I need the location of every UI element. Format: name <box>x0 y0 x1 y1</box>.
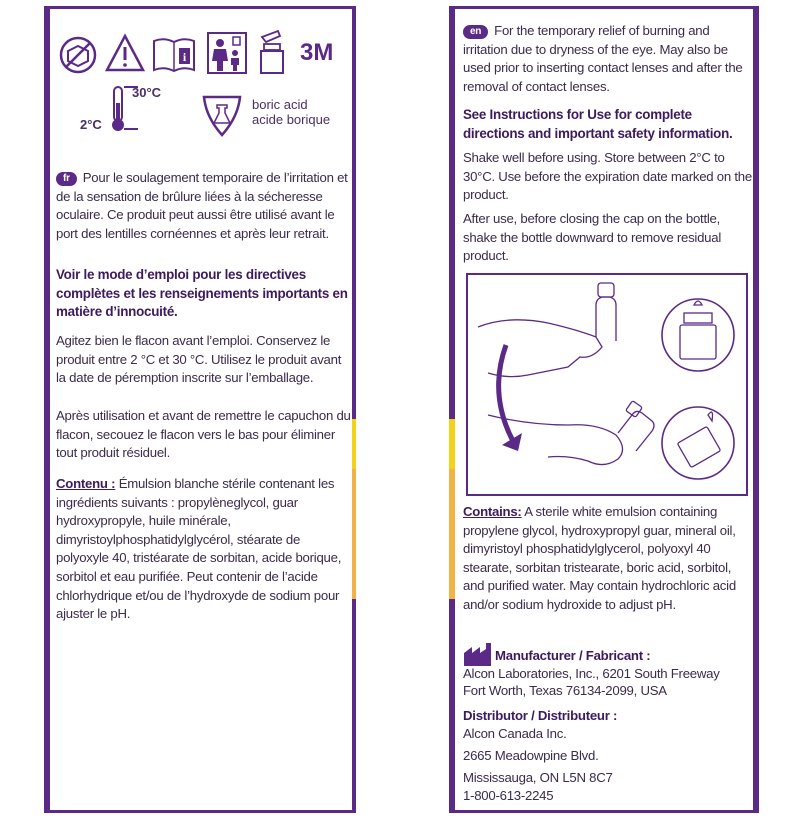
shake-bottle-illustration <box>466 273 748 496</box>
consult-instructions-icon <box>152 37 196 73</box>
english-shake-paragraph: Shake well before using. Store between 2°C to 30°C. Use before the expiration date marked on the product. <box>463 150 752 203</box>
distributor-line-1: Alcon Canada Inc. <box>463 726 567 741</box>
boric-acid-en: boric acid <box>252 97 308 112</box>
distributor-line-3: Mississauga, ON L5N 8C7 <box>463 770 613 785</box>
distributor-line-2: 2665 Meadowpine Blvd. <box>463 748 599 763</box>
bottle-icon <box>256 29 288 75</box>
manufacturer-icon <box>463 643 493 667</box>
boric-acid-fr: acide borique <box>252 112 331 127</box>
english-contains-label: Contains: <box>463 504 522 519</box>
manufacturer-line-2: Fort Worth, Texas 76134-2099, USA <box>463 683 667 698</box>
french-intro-text: Pour le soulagement temporaire de l’irritation et de la sensation de brûlure liées à la sécheresse oculaire. Ce produit peut aussi être utilisé avant le port des lentilles cornéennes et après leur retrait. <box>56 170 348 241</box>
english-contains-paragraph <box>463 503 755 615</box>
french-contents-label: Contenu : <box>56 476 116 491</box>
english-intro-paragraph <box>463 22 753 96</box>
french-intro-paragraph <box>56 169 354 243</box>
temp-high: 30°C <box>132 85 162 100</box>
english-intro-text: For the temporary relief of burning and irritation due to dryness of the eye. May also be used prior to inserting contact lenses and after the removal of contact lenses. <box>463 23 743 94</box>
manufacturer-line-1: Alcon Laboratories, Inc., 6201 South Freeway <box>463 666 720 681</box>
french-shake-paragraph: Agitez bien le flacon avant l’emploi. Conservez le produit entre 2 °C et 30 °C. Utilisez le produit avant la date de péremption inscrite sur l’emballage. <box>56 333 342 386</box>
distributor-phone: 1-800-613-2245 <box>463 788 554 803</box>
orange-stripe <box>449 469 455 599</box>
caution-icon <box>104 33 146 73</box>
french-label-panel <box>44 6 356 813</box>
french-instructions-heading: Voir le mode d’emploi pour les directives complètes et les renseignements importants en matière d’innocuité. <box>56 267 348 320</box>
temp-low: 2°C <box>80 117 102 132</box>
french-contents-text: Émulsion blanche stérile contenant les ingrédients suivants : propylèneglycol, guar hydroxypropyle, huile minérale, dimyristoylphosphatidylglycérol, stéarate de polyoxyle 40, tristéarate de sorbitan, acide borique, sorbitol et eau purifiée. Peut contenir de l’acide chlorhydrique et/ou de l’hydroxyde de sodium pour ajuster le pH. <box>56 476 342 622</box>
manufacturer-label: Manufacturer / Fabricant : <box>495 648 651 663</box>
yellow-stripe <box>449 419 455 469</box>
french-after-use-paragraph: Après utilisation et avant de remettre le capuchon du flacon, secouez le flacon vers le bas pour éliminer tout produit résiduel. <box>56 408 351 461</box>
distributor-label: Distributor / Distributeur : <box>463 708 618 723</box>
do-not-use-if-damaged-icon <box>58 35 98 75</box>
english-label-panel <box>449 6 759 813</box>
english-after-use-paragraph: After use, before closing the cap on the bottle, shake the bottle downward to remove residual product. <box>463 211 722 264</box>
brand-mark: 3M <box>300 39 334 66</box>
french-contents-paragraph <box>56 475 354 624</box>
english-contains-text: A sterile white emulsion containing propylene glycol, hydroxypropyl guar, mineral oil, dimyristoyl phosphatidylglycerol, polyoxyl 40 stearate, sorbitan tristearate, boric acid, sorbitol, and purified water. May contain hydrochloric acid and/or sodium hydroxide to adjust pH. <box>463 504 736 612</box>
language-tag-en: en <box>463 25 488 39</box>
boric-acid-label <box>252 97 330 127</box>
shake-bottle-drawing <box>468 275 746 494</box>
language-tag-fr: fr <box>56 172 77 186</box>
svg-text:i: i <box>182 50 187 64</box>
english-instructions-heading: See Instructions for Use for complete directions and important safety information. <box>463 107 733 141</box>
keep-away-from-children-icon <box>206 31 248 75</box>
boric-acid-warning-icon <box>200 93 244 139</box>
